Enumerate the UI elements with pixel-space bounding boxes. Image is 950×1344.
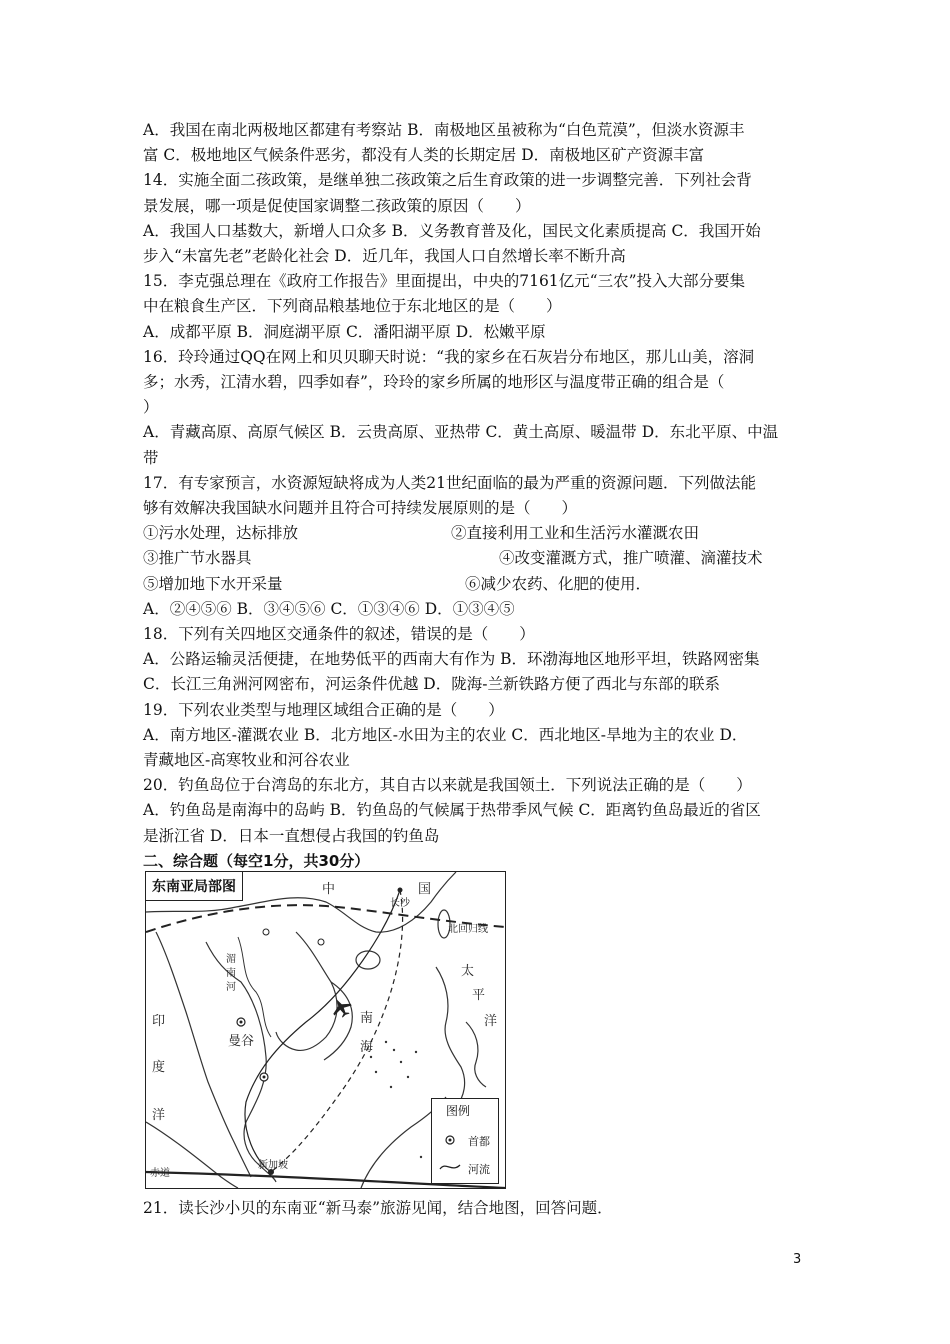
option-item: ③推广节水器具 [143,549,252,568]
map-label: 国 [418,882,432,897]
question-21: 21．读长沙小贝的东南亚“新马泰”旅游见闻，结合地图，回答问题． [143,1199,613,1217]
text-line: A．成都平原 B．洞庭湖平原 C．潘阳湖平原 D．松嫩平原 [143,322,546,341]
map-label: 长沙 [390,898,410,909]
map-label: 河 [226,982,236,993]
option-item: ④改变灌溉方式，推广喷灌、滴灌技术 [499,549,763,568]
option-item: ⑤增加地下水开采量 [143,574,283,593]
southeast-asia-map [145,871,506,1189]
map-label: 海 [360,1040,374,1055]
text-line: A．南方地区-灌溉农业 B．北方地区-水田为主的农业 C．西北地区-旱地为主的农业 D． [143,725,748,744]
text-line: 富 C．极地地区气候条件恶劣，都没有人类的长期定居 D．南极地区矿产资源丰富 [143,146,705,165]
legend-capital-label: 首都 [468,1135,490,1148]
option-row [143,572,808,597]
map-label: 度 [152,1060,166,1075]
map-label: 曼谷 [228,1034,255,1049]
map-label: 湄 [226,954,236,965]
map-label: 洋 [484,1014,498,1029]
option-row [143,521,808,546]
legend-title: 图例 [446,1104,471,1118]
text-line: A．②④⑤⑥ B．③④⑤⑥ C．①③④⑥ D．①③④⑤ [143,599,515,618]
text-line: A．钓鱼岛是南海中的岛屿 B．钓鱼岛的气候属于热带季风气候 C．距离钓鱼岛最近的省区 [143,801,761,820]
map-label: 中 [322,882,336,897]
text-line: 17．有专家预言，水资源短缺将成为人类21世纪面临的最为严重的资源问题．下列做法能 [143,473,756,492]
option-row [143,546,808,571]
map-label: 南 [360,1011,374,1026]
text-line: A．我国在南北两极地区都建有考察站 B．南极地区虽被称为“白色荒漠”，但淡水资源丰 [143,121,745,139]
map-label: 南 [226,968,236,979]
map-label: 太 [461,964,475,979]
map-label: 北回归线 [448,924,488,935]
section-heading: 二、综合题（每空1分，共30分） [143,851,370,870]
text-line: 够有效解决我国缺水问题并且符合可持续发展原则的是（ ） [143,499,578,518]
text-line: 是浙江省 D．日本一直想侵占我国的钓鱼岛 [143,826,440,845]
map-label: 洋 [152,1108,166,1123]
text-line: 20．钓鱼岛位于台湾岛的东北方，其自古以来就是我国领土．下列说法正确的是（ ） [143,776,752,795]
text-line: A．我国人口基数大，新增人口众多 B．义务教育普及化，国民文化素质提高 C．我国开始 [143,221,761,240]
text-line: 15．李克强总理在《政府工作报告》里面提出，中央的7161亿元“三农”投入大部分要集 [143,272,746,291]
text-line: 带 [143,448,159,467]
text-line: 景发展，哪一项是促使国家调整二孩政策的原因（ ） [143,196,531,215]
text-line: ） [143,398,159,417]
legend-river-label: 河流 [468,1163,490,1176]
text-line: A．公路运输灵活便捷，在地势低平的西南大有作为 B．环渤海地区地形平坦，铁路网密集 [143,650,760,669]
river-icon [440,1165,460,1169]
text-line: 步入“未富先老”老龄化社会 D．近几年，我国人口自然增长率不断升高 [143,247,626,266]
map-legend [431,1098,499,1184]
map-label: 新加坡 [258,1160,288,1171]
text-line: 青藏地区-高寒牧业和河谷农业 [143,751,350,770]
text-line: A．青藏高原、高原气候区 B．云贵高原、亚热带 C．黄土高原、暖温带 D．东北平原、中温 [143,423,779,442]
text-line: 多；水秀，江清水碧，四季如春”，玲玲的家乡所属的地形区与温度带正确的组合是（ [143,373,725,392]
map-label: 赤道 [150,1168,170,1179]
option-item: ①污水处理，达标排放 [143,524,299,543]
map-label: 印 [152,1014,166,1029]
question-text [143,118,808,874]
option-item: ⑥减少农药、化肥的使用． [465,574,652,593]
text-line: C．长江三角洲河网密布，河运条件优越 D．陇海-兰新铁路方便了西北与东部的联系 [143,675,720,694]
text-line: 16．玲玲通过QQ在网上和贝贝聊天时说：“我的家乡在石灰岩分布地区，那儿山美，溶洞 [143,347,755,366]
map-label: 平 [472,988,486,1003]
text-line: 14．实施全面二孩政策，是继单独二孩政策之后生育政策的进一步调整完善．下列社会背 [143,171,752,190]
text-line: 18．下列有关四地区交通条件的叙述，错误的是（ ） [143,625,535,644]
page-number: 3 [793,1252,802,1267]
text-line: 19．下列农业类型与地理区域组合正确的是（ ） [143,700,504,719]
text-line: 中在粮食生产区．下列商品粮基地位于东北地区的是（ ） [143,297,562,316]
option-item: ②直接利用工业和生活污水灌溉农田 [451,524,700,543]
map-title: 东南亚局部图 [146,872,243,901]
